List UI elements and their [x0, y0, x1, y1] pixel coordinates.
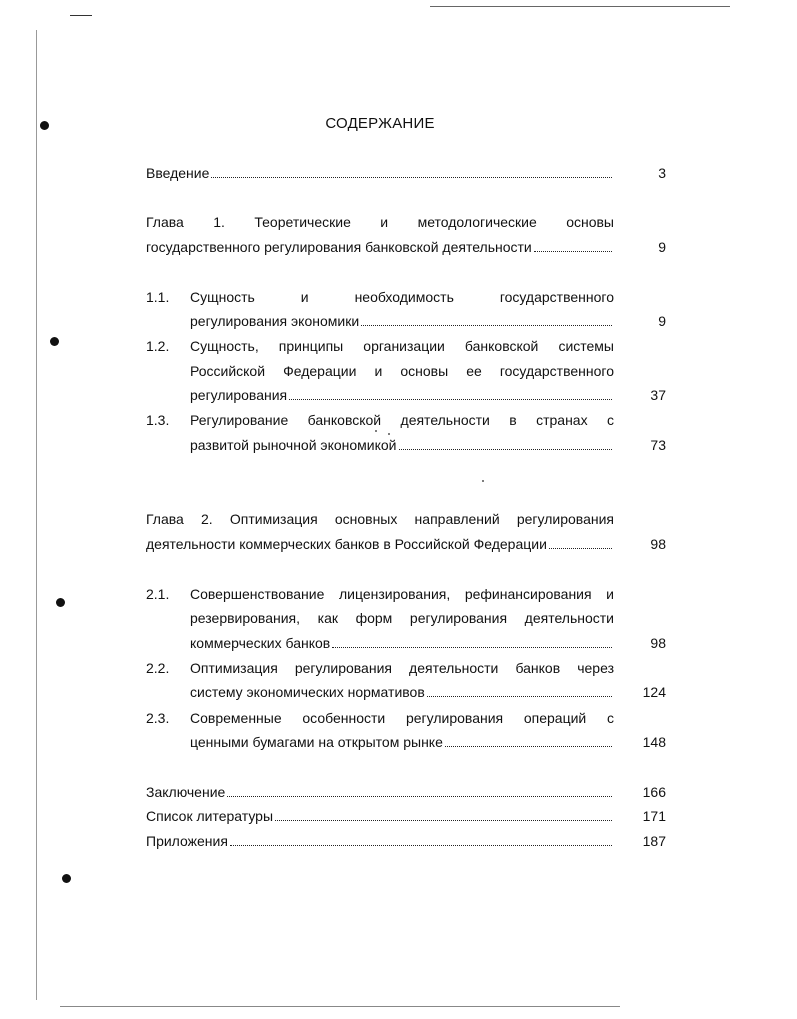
dot-leader — [427, 696, 612, 697]
punch-hole — [56, 598, 65, 607]
chapter-1-title-line-1: Глава 1. Теоретические и методологические основы — [146, 214, 614, 230]
toc-page-number: 148 — [642, 734, 666, 750]
section-1-2-line-2: Российской Федерации и основы ее государственного — [190, 363, 614, 379]
page-title: СОДЕРЖАНИЕ — [325, 115, 435, 132]
dot-leader — [227, 796, 612, 797]
toc-page-number: 73 — [650, 437, 666, 453]
section-1-2-line-3 — [190, 385, 614, 405]
dot-leader — [534, 251, 612, 252]
toc-page-number: 9 — [658, 239, 666, 255]
dot-leader — [399, 449, 613, 450]
toc-entry-conclusion — [146, 782, 614, 802]
section-number: 1.1. — [146, 289, 170, 305]
punch-hole — [50, 337, 59, 346]
section-2-1-line-1: Совершенствование лицензирования, рефинансирования и — [190, 586, 614, 602]
scan-edge-top-right — [430, 6, 730, 7]
toc-entry-label: коммерческих банков — [190, 635, 331, 651]
section-number: 2.2. — [146, 660, 170, 676]
chapter-2-title-line-2 — [146, 534, 614, 554]
section-2-3-line-2 — [190, 732, 614, 752]
dot-leader — [211, 177, 612, 178]
scan-speck — [375, 430, 377, 432]
punch-hole — [62, 874, 71, 883]
dot-leader — [275, 820, 612, 821]
toc-entry-label: государственного регулирования банковской деятельности — [146, 239, 532, 255]
scan-speck — [388, 433, 390, 435]
section-number: 1.2. — [146, 338, 170, 354]
dot-leader — [230, 845, 612, 846]
dot-leader — [332, 647, 612, 648]
toc-entry-label: Список литературы — [146, 808, 274, 824]
toc-entry-references — [146, 806, 614, 826]
chapter-2-title-line-1: Глава 2. Оптимизация основных направлений регулирования — [146, 511, 614, 527]
toc-page-number: 171 — [642, 808, 666, 824]
dot-leader — [445, 746, 612, 747]
toc-entry-label: регулирования — [190, 387, 288, 403]
section-1-3-line-1: Регулирование банковской деятельности в странах с — [190, 412, 614, 428]
toc-page-number: 9 — [658, 313, 666, 329]
toc-entry-label: ценными бумагами на открытом рынке — [190, 734, 443, 750]
toc-entry-label: развитой рыночной экономикой — [190, 437, 397, 453]
scan-edge-left — [36, 30, 37, 1000]
toc-page-number: 124 — [642, 684, 666, 700]
scan-speck — [482, 480, 484, 482]
section-2-2-line-2 — [190, 682, 614, 702]
toc-page-number: 187 — [642, 833, 666, 849]
toc-entry-label: Заключение — [146, 784, 226, 800]
section-1-2-line-1: Сущность, принципы организации банковской системы — [190, 338, 614, 354]
section-number: 1.3. — [146, 412, 170, 428]
section-number: 2.3. — [146, 710, 170, 726]
scan-edge-bottom — [60, 1006, 620, 1007]
toc-page-number: 3 — [658, 165, 666, 181]
toc-entry-label: Введение — [146, 165, 210, 181]
section-2-2-line-1: Оптимизация регулирования деятельности банков через — [190, 660, 614, 676]
toc-page-number: 166 — [642, 784, 666, 800]
toc-entry-label: систему экономических нормативов — [190, 684, 425, 700]
toc-entry-intro — [146, 163, 614, 183]
section-1-1-line-1: Сущность и необходимость государственного — [190, 289, 614, 305]
dot-leader — [289, 399, 612, 400]
toc-entry-label: регулирования экономики — [190, 313, 360, 329]
scan-edge-top — [70, 15, 92, 16]
dot-leader — [549, 548, 612, 549]
section-2-3-line-1: Современные особенности регулирования операций с — [190, 710, 614, 726]
chapter-1-title-line-2 — [146, 237, 614, 257]
section-2-1-line-2: резервирования, как форм регулирования деятельности — [190, 610, 614, 626]
toc-entry-appendices — [146, 831, 614, 851]
toc-page-number: 98 — [650, 635, 666, 651]
toc-entry-label: деятельности коммерческих банков в Российской Федерации — [146, 536, 547, 552]
section-number: 2.1. — [146, 586, 170, 602]
toc-entry-label: Приложения — [146, 833, 228, 849]
section-1-3-line-2 — [190, 435, 614, 455]
dot-leader — [361, 325, 612, 326]
section-1-1-line-2 — [190, 311, 614, 331]
toc-page-number: 37 — [650, 387, 666, 403]
section-2-1-line-3 — [190, 633, 614, 653]
toc-page-number: 98 — [650, 536, 666, 552]
